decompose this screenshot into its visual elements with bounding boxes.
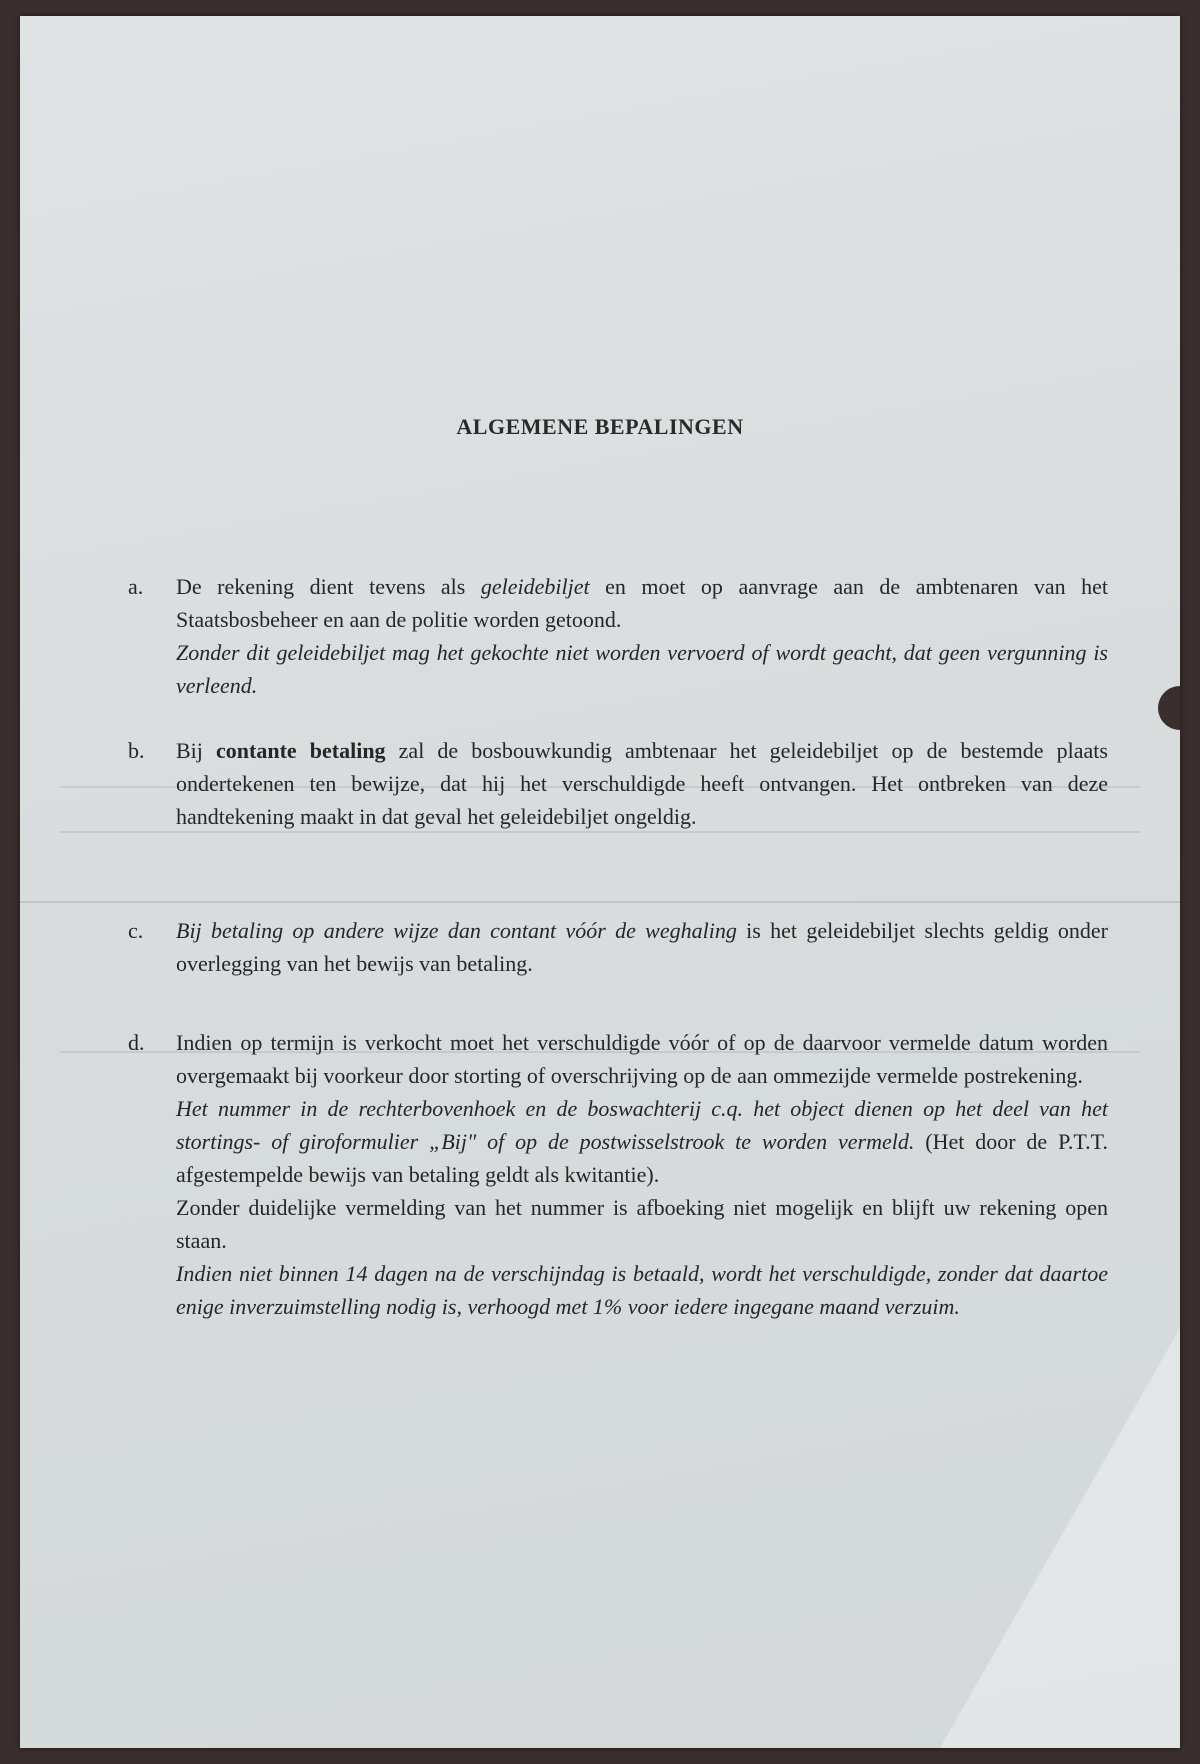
clause-a [128,570,1108,702]
clause-letter: a. [128,574,144,599]
clause-letter: c. [128,918,144,943]
clause-paragraph [176,636,1108,702]
clause-d [128,1026,1108,1323]
strong-text: contante betaling [216,738,386,763]
clause-letter: b. [128,738,145,763]
clause-paragraph: Het nummer in de rechterbovenhoek en de boswachterij c.q. het object dienen op het deel van het stortings- of giroformulier „Bij" of op de postwisselstrook te worden vermeld. (Het door de P.T.T. afgestempelde bewijs van betaling geldt als kwitantie). [176,1096,1108,1187]
page-title: ALGEMENE BEPALINGEN [456,414,744,439]
emphasis-text: Zonder dit geleidebiljet mag het gekochte niet worden vervoerd of wordt geacht, dat geen vergunning is verleend. [176,640,1108,698]
clause-paragraph: Bij betaling op andere wijze dan contant vóór de weghaling is het geleidebiljet slechts geldig onder overlegging van het bewijs van betaling. [176,918,1108,976]
emphasis-text: Het nummer in de rechterbovenhoek en de boswachterij c.q. het object dienen op het deel van het stortings- of giroformulier „Bij" of op de postwisselstrook te worden vermeld. [176,1096,1108,1154]
paper-notch [1158,686,1180,730]
clause-paragraph: Indien op termijn is verkocht moet het verschuldigde vóór of op de daarvoor vermelde datum worden overgemaakt bij voorkeur door storting of overschrijving op de aan ommezijde vermelde postrekening. [176,1030,1108,1088]
show-through-header [500,56,510,90]
emphasis-text: geleidebiljet [480,574,590,599]
clause-paragraph: De rekening dient tevens als geleidebiljet en moet op aanvrage aan de ambtenaren van het Staatsbosbeheer en aan de politie worden getoond. [176,574,1108,632]
clause-b [128,734,1108,833]
clause-paragraph: Bij contante betaling zal de bosbouwkundig ambtenaar het geleidebiljet op de bestemde plaats ondertekenen ten bewijze, dat hij het verschuldigde heeft ontvangen. Het ontbreken van deze handtekening maakt in dat geval het geleidebiljet ongeldig. [176,738,1108,829]
clause-c [128,914,1108,980]
document-sheet [20,16,1180,1748]
emphasis-text: Bij betaling op andere wijze dan contant vóór de weghaling [176,918,737,943]
emphasis-text: Indien niet binnen 14 dagen na de verschijndag is betaald, wordt het verschuldigde, zonder dat daartoe enige inverzuimstelling nodig is, verhoogd met 1% voor iedere ingegane maand verzuim. [176,1261,1108,1319]
clause-letter: d. [128,1030,145,1055]
paper-light-corner [940,1328,1180,1748]
clause-paragraph [176,1257,1108,1323]
paper-fold [20,901,1180,903]
clause-paragraph: Zonder duidelijke vermelding van het nummer is afboeking niet mogelijk en blijft uw rekening open staan. [176,1195,1108,1253]
